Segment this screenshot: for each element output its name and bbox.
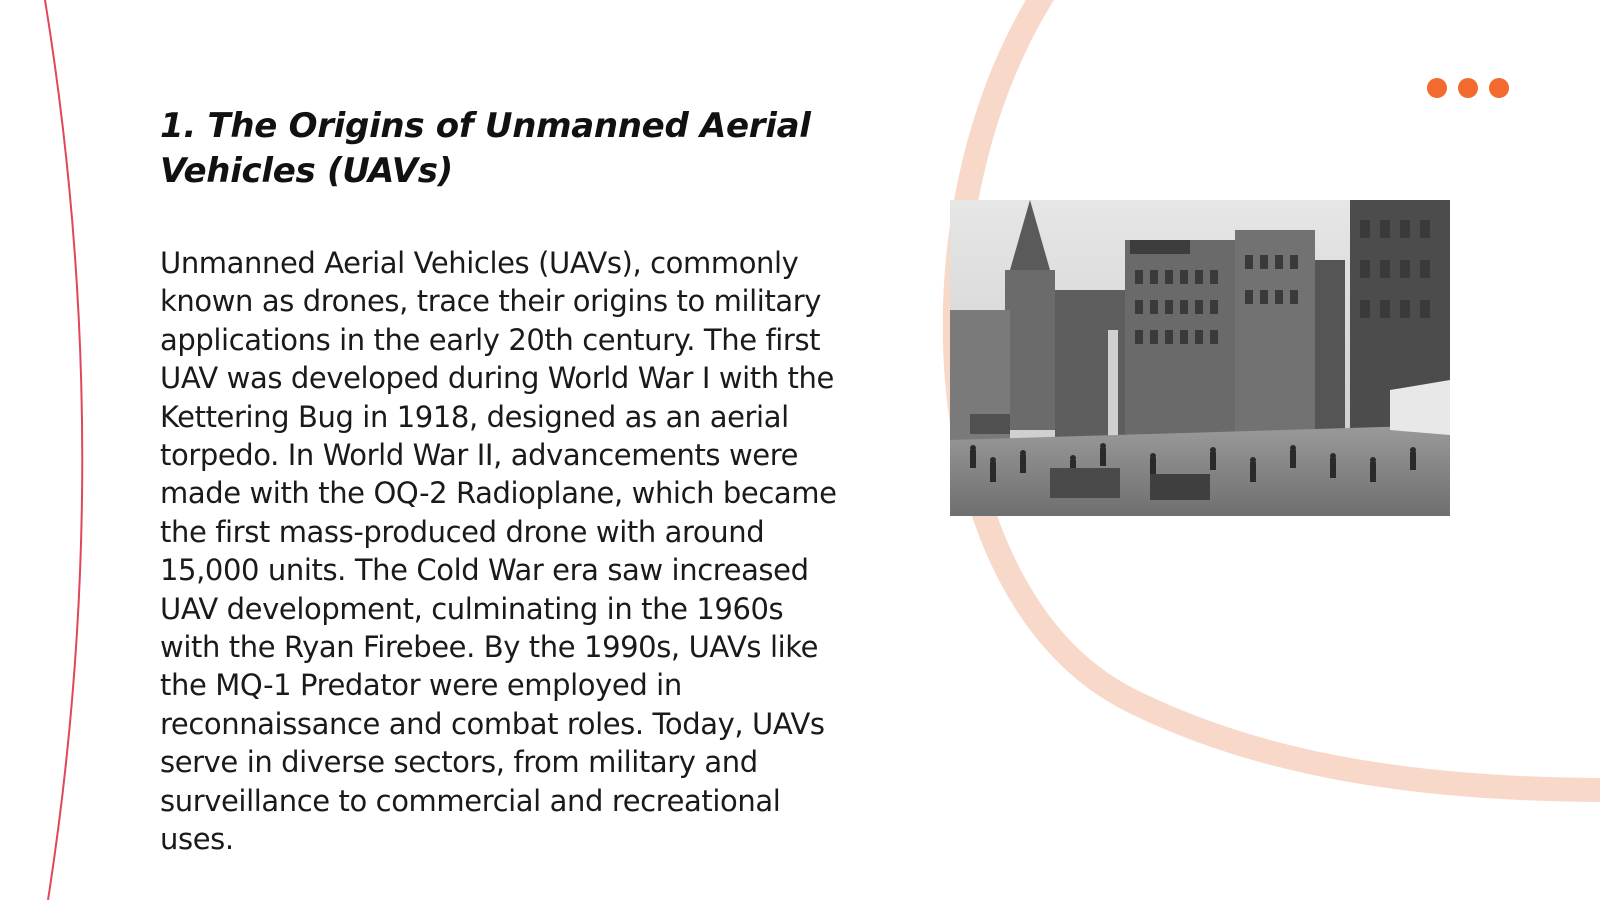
dot-icon: [1458, 78, 1478, 98]
left-curve-line: [45, 0, 82, 900]
menu-dots-icon[interactable]: [1427, 78, 1509, 98]
dot-icon: [1427, 78, 1447, 98]
slide-title: 1. The Origins of Unmanned Aerial Vehicles (UAVs): [160, 106, 811, 191]
historic-street-photo: [950, 200, 1450, 516]
photo-illustration: [950, 200, 1450, 516]
dot-icon: [1489, 78, 1509, 98]
slide-body-text: Unmanned Aerial Vehicles (UAVs), commonly known as drones, trace their origins to military applications in the early 20th century. The first UAV was developed during World War I with the Kettering Bug in 1918, designed as an aerial torpedo. In World War II, advancements were made with the OQ-2 Radioplane, which became the first mass-produced drone with around 15,000 units. The Cold War era saw increased UAV development, culminating in the 1960s with the Ryan Firebee. By the 1990s, UAVs like the MQ-1 Predator were employed in reconnaissance and combat roles. Today, UAVs serve in diverse sectors, from military and surveillance to commercial and recreational uses.: [160, 246, 837, 857]
